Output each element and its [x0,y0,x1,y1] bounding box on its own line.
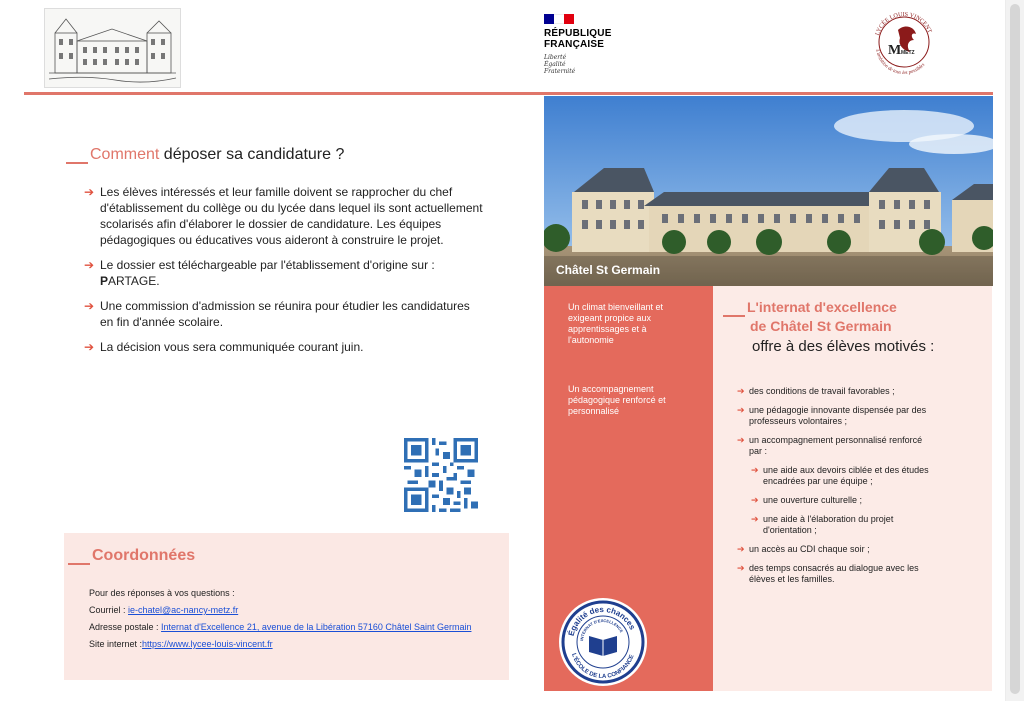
offer-text: une aide aux devoirs ciblée et des études encadrées par une équipe ; [763,465,929,486]
photo-caption: Châtel St Germain [556,263,661,277]
step-item [84,298,514,330]
arrow-right-icon: ➔ [84,185,95,199]
side-panel-text-accompagnement: Un accompagnement pédagogique renforcé et personnalisé [568,384,666,416]
step-text: Le dossier est téléchargeable par l'établissement d'origine sur : [100,258,435,272]
step-item [84,184,514,248]
offer-text: des temps consacrés au dialogue avec les élèves et les familles. [749,563,919,584]
site-link[interactable]: https://www.lycee-louis-vincent.fr [142,639,273,649]
coordonnees-title-text: Coordonnées [92,547,196,564]
badge-top-text: Égalité des chances [566,604,638,637]
arrow-right-icon: ➔ [84,258,95,272]
coordonnees-box [64,533,509,680]
side-panel-text-climat: Un climat bienveillant et exigeant propice aux apprentissages et à l'autonomie [568,302,664,345]
arrow-right-icon: ➔ [84,340,95,354]
coordonnees-body [89,585,471,653]
offer-text: une ouverture culturelle ; [763,495,863,505]
partage-rest: ARTAGE. [108,274,160,288]
egalite-des-chances-badge [557,596,649,688]
lycee-logo-name: LYCÉE LOUIS VINCENT [874,11,933,37]
republique-francaise-logo [544,14,634,80]
candidature-title [66,146,344,164]
building-sketch-image [44,8,181,88]
step-text: Les élèves intéressés et leur famille doivent se rapprocher du chef d'établissement du collège ou du lycée dans lequel ils sont actuellement scolarisés afin d'élaborer le dossier de candidature. Les équipes pédagogiques ou éducatives vous aideront à construire le projet. [100,185,483,247]
coordonnees-intro: Pour des réponses à vos questions : [89,588,235,598]
candidature-title-rest: déposer sa candidature ? [159,146,345,163]
candidature-steps [84,184,514,364]
step-text: Une commission d'admission se réunira pour étudier les candidatures en fin d'année scolaire. [100,299,470,329]
step-text: La décision vous sera communiquée courant juin. [100,340,364,354]
svg-text:M: M [888,43,902,58]
chatel-photo [544,96,993,286]
arrow-right-icon: ➔ [751,514,759,524]
offer-subitem [751,465,987,487]
arrow-right-icon: ➔ [737,405,745,415]
offer-item [737,435,987,457]
internat-subtitle: offre à des élèves motivés : [752,338,935,355]
lycee-louis-vincent-logo [868,6,940,78]
arrow-right-icon: ➔ [751,495,759,505]
lycee-logo-city: METZ [901,50,915,56]
offer-item [737,386,987,397]
rf-motto: Liberté Égalité Fraternité [544,54,576,75]
adresse-line [89,619,471,636]
internat-title-line2: de Châtel St Germain [750,318,892,334]
courriel-label: Courriel : [89,605,129,615]
arrow-right-icon: ➔ [737,563,745,573]
qr-code-icon[interactable] [404,438,478,512]
offer-subitem [751,495,987,506]
coordonnees-title [68,547,195,565]
french-flag-icon [544,14,574,24]
lycee-logo-tagline: L'ambition de tous les possibles [874,48,927,77]
offer-text: une pédagogie innovante dispensée par des professeurs volontaires ; [749,405,927,426]
step-item [84,257,514,289]
badge-mid-text: INTERNAT D'EXCELLENCE [579,617,625,641]
arrow-right-icon: ➔ [737,544,745,554]
side-panel [544,286,713,691]
site-line [89,636,471,653]
badge-bottom-text: L'ÉCOLE DE LA CONFIANCE [570,652,636,681]
arrow-right-icon: ➔ [737,435,745,445]
offer-text: des conditions de travail favorables ; [749,386,895,396]
rf-title: RÉPUBLIQUE FRANÇAISE [544,28,612,50]
offer-text: un accompagnement personnalisé renforcé par : [749,435,923,456]
scrollbar-thumb[interactable] [1010,4,1020,694]
offer-item [737,563,987,585]
internat-offers [737,386,987,593]
internat-title-line1: L'internat d'excellence [747,299,897,315]
site-label: Site internet : [89,639,143,649]
arrow-right-icon: ➔ [737,386,745,396]
arrow-right-icon: ➔ [84,299,95,313]
header-divider [24,92,993,95]
courriel-line [89,602,471,619]
internat-panel [713,286,992,691]
candidature-title-accent: Comment [90,146,160,163]
arrow-right-icon: ➔ [751,465,759,475]
offer-text: un accès au CDI chaque soir ; [749,544,870,554]
offer-item [737,544,987,555]
partage-initial: P [100,274,109,288]
courriel-link[interactable]: ie-chatel@ac-nancy-metz.fr [128,605,239,615]
adresse-label: Adresse postale : [89,622,162,632]
step-item [84,339,514,355]
offer-subitem [751,514,987,536]
internat-title [723,298,897,336]
offer-item [737,405,987,427]
offer-text: une aide à l'élaboration du projet d'orientation ; [763,514,894,535]
adresse-link[interactable]: Internat d'Excellence 21, avenue de la Libération 57160 Châtel Saint Germain [161,622,472,632]
